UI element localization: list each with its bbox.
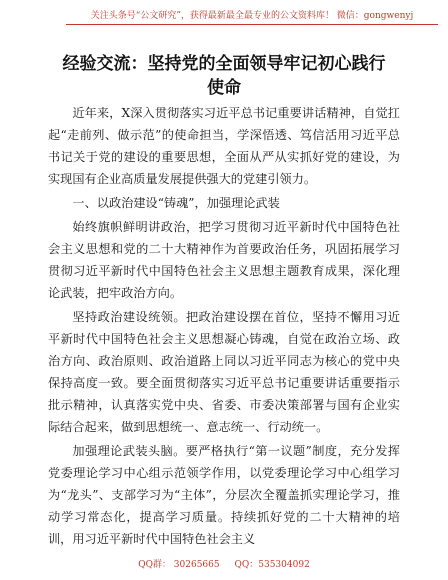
document-title: 经验交流：坚持党的全面领导牢记初心践行使命 xyxy=(62,54,386,98)
header-promo-note: 关注头条号“公文研究”，获得最新最全最专业的公文资料库！ 微信：gongwenyj xyxy=(90,11,414,21)
section-heading: 一、以政治建设“铸魂”，加强理论武装 xyxy=(72,196,280,210)
footer-qq: QQ：535304092 xyxy=(234,560,310,570)
footer-contact xyxy=(0,557,448,570)
paragraph: 加强理论武装头脑。要严格执行“第一议题”制度，充分发挥党委理论学习中心组示范领学作用，以党委理论学习中心组学习为“龙头”、支部学习为“主体”，分层次全覆盖抓实理论学习，推动学习常态化，提高学习质量。持续抓好党的二十大精神的培训，用习近平新时代中国特色社会主义 xyxy=(48,444,400,546)
paragraph: 始终旗帜鲜明讲政治，把学习贯彻习近平新时代中国特色社会主义思想和党的二十大精神作为首要政治任务，巩固拓展学习贯彻习近平新时代中国特色社会主义思想主题教育成果，深化理论武装，把牢政治方向。 xyxy=(48,220,400,300)
footer-qq-group: QQ群： 30265665 xyxy=(138,560,220,570)
paragraph-intro: 近年来，X深入贯彻落实习近平总书记重要讲话精神，自觉扛起“走前列、做示范”的使命担当，学深悟透、笃信活用习近平总书记关于党的建设的重要思想，全面从严从实抓好党的建设，为实现国有企业高质量发展提供强大的党建引领力。 xyxy=(48,106,400,186)
header-divider xyxy=(66,24,438,25)
paragraph: 坚持政治建设统领。把政治建设摆在首位，坚持不懈用习近平新时代中国特色社会主义思想凝心铸魂，自觉在政治立场、政治方向、政治原则、政治道路上同以习近平同志为核心的党中央保持高度一致。要全面贯彻落实习近平总书记重要讲话重要指示批示精神，认真落实党中央、省委、市委决策部署与国有企业实际结合起来，做到思想统一、意志统一、行动统一。 xyxy=(48,310,400,434)
document-body xyxy=(48,102,400,552)
